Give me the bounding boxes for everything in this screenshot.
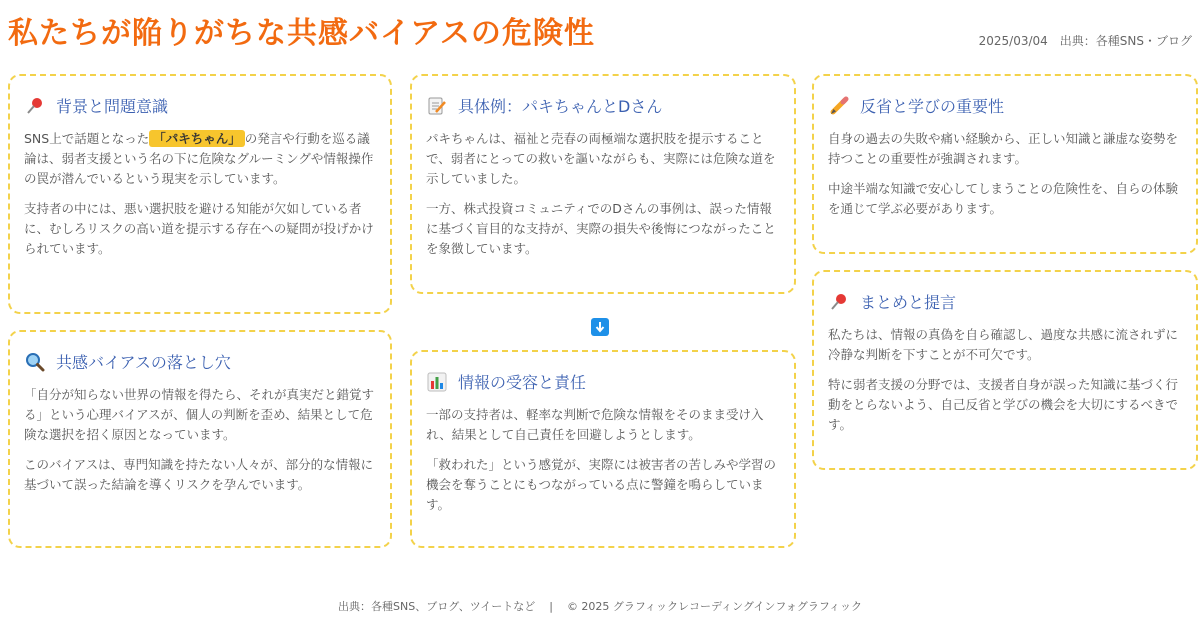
card-title: 具体例：パキちゃんとDさん [458, 97, 663, 116]
card-paragraph: 一部の支持者は、軽率な判断で危険な情報をそのまま受け入れ、結果として自己責任を回避しようとします。 [426, 407, 764, 442]
card-paragraph: 特に弱者支援の分野では、支援者自身が誤った知識に基づく行動をとらないよう、自己反省と学びの機会を大切にするべきです。 [828, 377, 1179, 432]
paragraph-text: SNS上で話題となった [24, 131, 150, 146]
header-meta [979, 32, 1192, 49]
card-header [426, 370, 780, 393]
pushpin-icon [828, 291, 850, 313]
card-header [828, 290, 1182, 313]
card-paragraph: このバイアスは、専門知識を持たない人々が、部分的な情報に基づいて誤った結論を導くリスクを孕んでいます。 [24, 457, 374, 492]
card-header [426, 94, 780, 117]
card-background [8, 74, 392, 314]
card-paragraph: 「救われた」という感覚が、実際には被害者の苦しみや学習の機会を奪うことにもつながっている点に警鐘を鳴らしています。 [426, 457, 777, 512]
card-paragraph: 私たちは、情報の真偽を自ら確認し、過度な共感に流されずに冷静な判断を下すことが不可欠です。 [828, 327, 1179, 362]
page-title: 私たちが陥りがちな共感バイアスの危険性 [8, 16, 595, 51]
card-responsibility [410, 350, 796, 548]
footer-separator: | [549, 600, 553, 613]
publish-date: 2025/03/04 [978, 34, 1048, 48]
pushpin-icon [24, 95, 46, 117]
card-paragraph [24, 129, 376, 189]
highlighted-term: 「パキちゃん」 [149, 130, 245, 147]
card-header [24, 350, 376, 373]
card-paragraph: パキちゃんは、福祉と売春の両極端な選択肢を提示することで、弱者にとっての救いを謳いながらも、実際には危険な道を示していました。 [426, 131, 776, 186]
card-title: 背景と問題意識 [56, 97, 169, 116]
card-paragraph: 支持者の中には、悪い選択肢を避ける知能が欠如している者に、むしろリスクの高い道を提示する存在への疑問が投げかけられています。 [24, 201, 374, 256]
card-example [410, 74, 796, 294]
footer [0, 598, 1200, 614]
card-title: 反省と学びの重要性 [860, 97, 1005, 116]
card-paragraph: 中途半端な知識で安心してしまうことの危険性を、自らの体験を通じて学ぶ必要があります。 [828, 181, 1179, 216]
card-paragraph: 一方、株式投資コミュニティでのDさんの事例は、誤った情報に基づく盲目的な支持が、実際の損失や後悔につながったことを象徴しています。 [426, 201, 776, 256]
bar-chart-icon [426, 371, 448, 393]
card-header [828, 94, 1182, 117]
card-title: まとめと提言 [860, 293, 957, 312]
footer-copyright: © 2025 グラフィックレコーディングインフォグラフィック [566, 600, 862, 613]
pencil-icon [828, 95, 850, 117]
magnifier-icon [24, 351, 46, 373]
card-title: 情報の受容と責任 [458, 373, 587, 392]
footer-source: 出典：各種SNS、ブログ、ツイートなど [338, 600, 536, 613]
arrow-down-icon [591, 318, 609, 336]
memo-icon [426, 95, 448, 117]
card-pitfall [8, 330, 392, 548]
paragraph-text: の発言や行動を巡る議論は、弱者支援という名の下に危険なグルーミングや情報操作の罠が潜んでいるという現実を示しています。 [24, 131, 374, 186]
card-header [24, 94, 376, 117]
card-reflection [812, 74, 1198, 254]
card-title: 共感バイアスの落とし穴 [56, 353, 231, 372]
card-summary [812, 270, 1198, 470]
card-paragraph: 「自分が知らない世界の情報を得たら、それが真実だと錯覚する」という心理バイアスが、個人の判断を歪め、結果として危険な選択を招く原因となっています。 [24, 387, 375, 442]
card-paragraph: 自身の過去の失敗や痛い経験から、正しい知識と謙虚な姿勢を持つことの重要性が強調されます。 [828, 131, 1179, 166]
header-source: 出典：各種SNS・ブログ [1059, 34, 1192, 48]
